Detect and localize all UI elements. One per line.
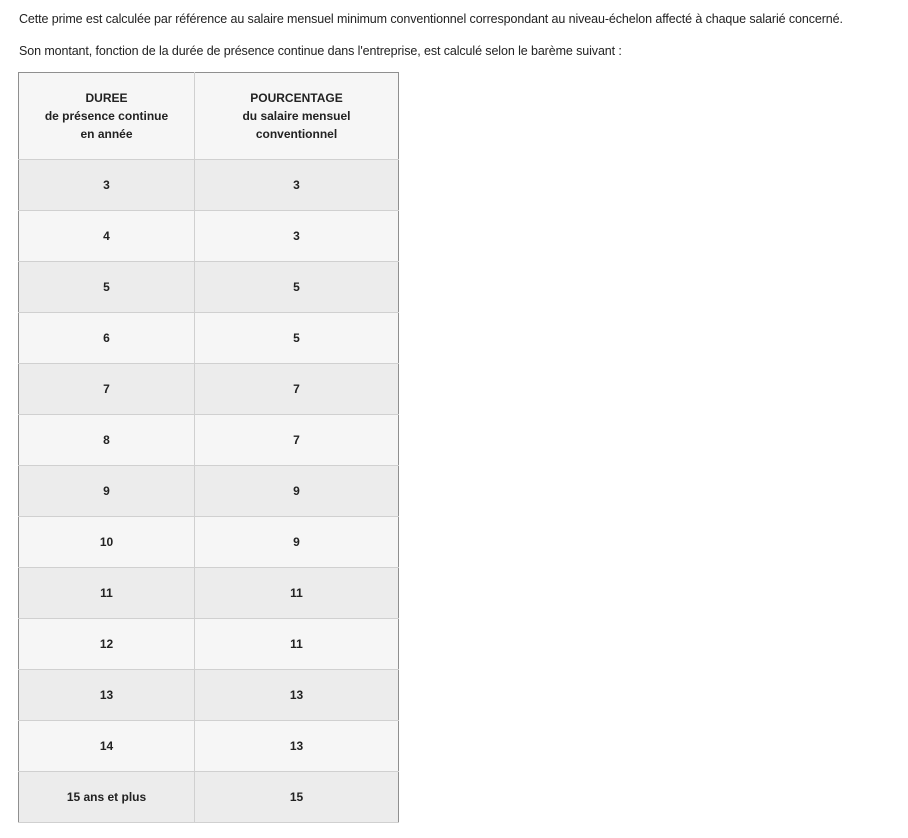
percentage-cell: 7 (195, 364, 399, 415)
table-row (19, 313, 399, 364)
duration-cell: 13 (19, 670, 195, 721)
intro-paragraph-1: Cette prime est calculée par référence au salaire mensuel minimum conventionnel correspondant au niveau-échelon affecté à chaque salarié concerné. (19, 12, 843, 26)
percentage-cell: 3 (195, 160, 399, 211)
duration-cell: 11 (19, 568, 195, 619)
header-duration-line-1: DUREE (85, 91, 128, 105)
table-row (19, 160, 399, 211)
header-duration-line-3: en année (80, 127, 133, 141)
duration-cell: 10 (19, 517, 195, 568)
percentage-cell: 5 (195, 262, 399, 313)
duration-cell: 14 (19, 721, 195, 772)
percentage-cell: 11 (195, 619, 399, 670)
percentage-cell: 3 (195, 211, 399, 262)
intro-paragraph-2: Son montant, fonction de la durée de présence continue dans l'entreprise, est calculé selon le barème suivant : (19, 44, 622, 58)
header-percentage-line-2: du salaire mensuel (242, 109, 351, 123)
percentage-cell: 13 (195, 670, 399, 721)
table-row (19, 772, 399, 823)
seniority-bonus-scale-table (18, 72, 399, 823)
table-row (19, 670, 399, 721)
table-row (19, 619, 399, 670)
table-row (19, 415, 399, 466)
table-row (19, 211, 399, 262)
duration-cell: 4 (19, 211, 195, 262)
table-row (19, 364, 399, 415)
table-row (19, 466, 399, 517)
duration-cell: 8 (19, 415, 195, 466)
table-row (19, 262, 399, 313)
percentage-cell: 9 (195, 466, 399, 517)
duration-cell: 6 (19, 313, 195, 364)
duration-cell: 12 (19, 619, 195, 670)
duration-cell: 9 (19, 466, 195, 517)
percentage-cell: 5 (195, 313, 399, 364)
percentage-cell: 13 (195, 721, 399, 772)
percentage-cell: 11 (195, 568, 399, 619)
duration-cell: 5 (19, 262, 195, 313)
header-duration (19, 73, 195, 160)
duration-cell: 15 ans et plus (19, 772, 195, 823)
header-percentage-line-3: conventionnel (255, 127, 338, 141)
percentage-cell: 9 (195, 517, 399, 568)
table-row (19, 721, 399, 772)
percentage-cell: 15 (195, 772, 399, 823)
table-header-row (19, 73, 399, 160)
header-percentage (195, 73, 399, 160)
duration-cell: 3 (19, 160, 195, 211)
header-duration-line-2: de présence continue (44, 109, 169, 123)
header-percentage-line-1: POURCENTAGE (250, 91, 343, 105)
table-row (19, 568, 399, 619)
percentage-cell: 7 (195, 415, 399, 466)
table-row (19, 517, 399, 568)
duration-cell: 7 (19, 364, 195, 415)
